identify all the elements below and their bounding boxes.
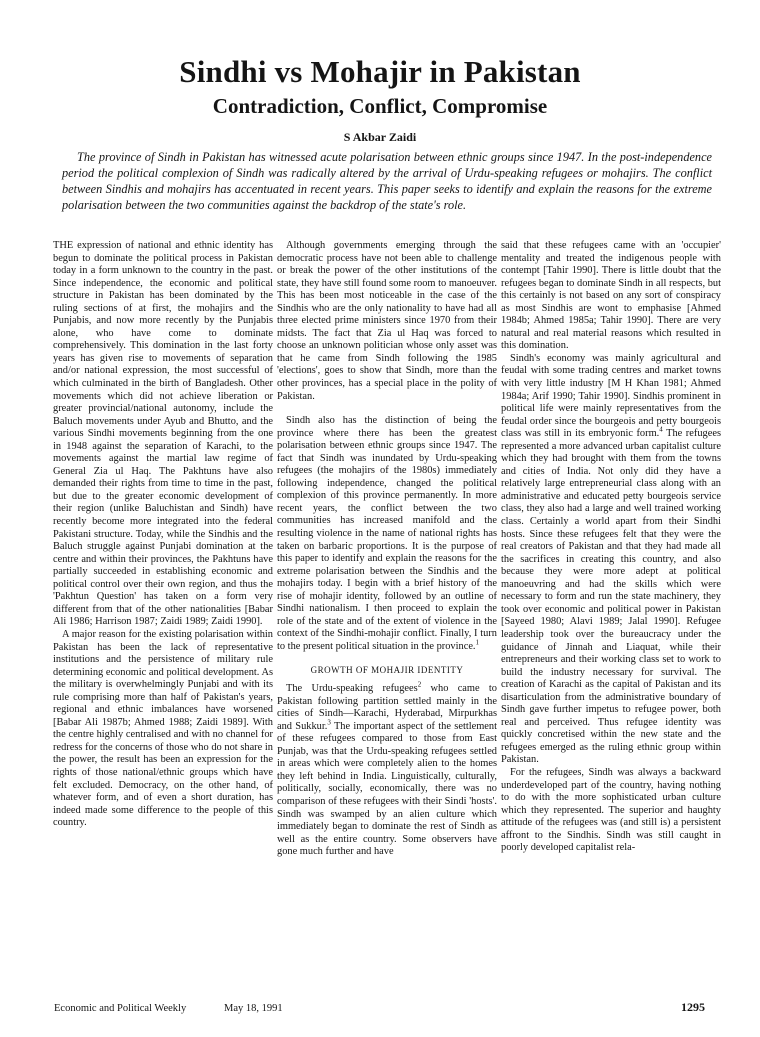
section-heading: GROWTH OF MOHAJIR IDENTITY: [310, 664, 464, 675]
article-subtitle: Contradiction, Conflict, Compromise: [212, 94, 548, 118]
paragraph: said that these refugees came with an 'occupier' mentality and treated the indigenous people with contempt [Tahir 1990]. There is little doubt that the refugees began to dominate Sindh in all respects, but this certainly is not based on any sort of conspiracy as most Sindhis are wont to emphasise [Ahmed 1984b; Ahmed 1985a; Tahir 1990]. There are very natural and real material reasons which resulted in this domination.: [501, 240, 721, 352]
paragraph-text: Sindh's economy was mainly agricultural and feudal with some trading centres and market towns with very little industry [M H Khan 1981; Ahmed 1984a; Arif 1990; Tahir 1990]. Sindhis prominent in political life were mainly representatives from the feudal order since the bourgeois and petty bourgeois class was still in its embryonic form.: [501, 352, 721, 440]
footer-date: May 18, 1991: [224, 1003, 283, 1014]
paragraph: [501, 353, 721, 767]
paragraph: THE expression of national and ethnic identity has begun to dominate the political process in Pakistan today in a form unknown to the country in the past. Since independence, the economic and political structure in Pakistan has been dominated by the ruling sections of at first, the mohajirs and the Punjabis, and now more recently by the Punjabis alone, who have come to dominate comprehensively. This domination in the last forty years has given rise to movements of separation and/or national expression, the most successful of which culminated in the birth of Bangladesh. Other movements which did not achieve liberation or greater provincial/national autonomy, include the Baluch movements under Ayub and Bhutto, and the various Sindhi movements beginning from the one in 1948 against the separation of Karachi, to the movements against the martial law regime of General Zia ul Haq. The Pakhtuns have also demanded their rights from time to time in the past, but due to the greater economic development of their region (unlike Baluchistan and Sindh) have recently become more integrated into the federal Pakistani structure. Today, while the Sindhis and the Baluch struggle against Punjabi domination at the centre and within their provinces, the Pakhtuns have partially succeeded in establishing economic and political control over their own region, and thus the 'Pakhtun Question' has taken on a form very different from that of the other nationalities [Babar Ali 1986; Harrison 1987; Zaidi 1989; Zaidi 1990].: [53, 240, 273, 628]
footnote-marker: 3: [327, 718, 331, 727]
paragraph-text: Sindh also has the distinction of being the province where there has been the greatest polarisation between ethnic groups since 1947. The fact that Sindh was inundated by Urdu-speaking refugees (the mohajirs of the 1980s) immediately following independence, changed the political complexion of this province permanently. In more recent years, the conflict between the two communities has increased manifold and the resulting violence in the name of national rights has taken on barbaric proportions. It is the purpose of this paper to identify and explain the reasons for the extreme polarisation between the Sindhis and the mohajirs today. I begin with a brief history of the rise of mohajir identity, followed by an outline of Sindhi nationalism. I then proceed to explain the role of the state and of the extent of violence in the context of the Sindhi-mohajir conflict. Finally, I turn to the present political situation in the province.: [277, 415, 497, 652]
paragraph-text: The refugees represented a more advanced urban capitalist culture which they had brought with them from the towns and cities of India. Not only did they have a relatively large entrepreneurial class along with an administrative and educated petty bourgeois service class, they also had a large and well trained working class. Certainly a world apart from their Sindhi hosts. Since these refugees felt that they were the real creators of Pakistan and that they had made all the sacrifices in creating this country, and also because they were more adept at political manoeuvring and had the skills which were necessary to form and run the state machinery, they took over economic and political power in Pakistan [Sayeed 1980; Alavi 1989; Jalal 1990]. Refugee leadership took over the bureaucracy under the guidance of Jinnah and Liaquat, while their entrepreneurs and their working class set to work to build the industry necessary for survival. The creation of Karachi as the capital of Pakistan and its disarticulation from the administrative boundary of Sindh gave further impetus to refugee power, both real and perceived. Thus refugee identity was quickly concretised within the new state and the refugees emerged as the ruling ethnic group within Pakistan.: [501, 428, 721, 766]
paragraph: A major reason for the existing polarisation within Pakistan has been the lack of representative institutions and the persistence of military rule determining economic and political development. As the military is overwhelmingly Punjabi and with its rule comprising more than half of Pakistan's years, regional and ethnic imbalances have worsened [Babar Ali 1987b; Ahmed 1988; Zaidi 1989]. With the centre highly centralised and with no channel for redress for the concerns of those who do not share in the power, the result has been an expression for the rights of those national/ethnic groups which have felt excluded. Democracy, on the other hand, of whatever form, and of even a short duration, has indeed made some difference to the people of this country.: [53, 628, 273, 829]
footnote-marker: 2: [417, 680, 422, 689]
text-column-1: [53, 240, 273, 830]
article-title: Sindhi vs Mohajir in Pakistan: [179, 54, 581, 89]
footnote-marker: 4: [659, 425, 663, 434]
text-column-3: [501, 240, 721, 855]
page-number: 1295: [681, 1000, 705, 1014]
paragraph: [277, 415, 497, 653]
article-author: S Akbar Zaidi: [343, 130, 417, 144]
paragraph-text: The important aspect of the settlement of these refugees compared to those from East Punjab, was that the Urdu-speaking refugees settled in areas which were completely alien to the homes they left behind in India. Linguistically, culturally, politically, socially, economically, there was no comparison of these refugees with their Sindi 'hosts'. Sindh was swamped by an alien culture which immediately began to dominate the rest of Sindh as well as the entire country. Some observers have gone much further and have: [277, 720, 497, 858]
paragraph-text: who came to Pakistan following partition settled mainly in the cities of Sindh—Karachi, Hyderabad, Mirpurkhas and Sukkur.: [277, 683, 497, 732]
paragraph: [277, 680, 497, 859]
paragraph-text: The Urdu-speaking refugees: [286, 683, 418, 695]
footnote-marker: 1: [475, 638, 480, 647]
footer-journal-name: Economic and Political Weekly: [54, 1003, 187, 1014]
abstract: The province of Sindh in Pakistan has witnessed acute polarisation between ethnic groups since 1947. In the post-independence period the political complexion of Sindh was radically altered by the arrival of Urdu-speaking refugees or mohajirs. The conflict between Sindhis and mohajirs has accentuated in recent years. This paper seeks to identify and explain the reasons for the extreme polarisation between the two communities against the backdrop of the state's role.: [62, 150, 712, 212]
paragraph: Although governments emerging through the democratic process have not been able to challenge or break the power of the other institutions of the state, they have still found some room to manoeuver. This has been most noticeable in the case of the Sindhis who are the only nationality to have had all three elected prime ministers since 1970 from their midsts. The fact that Zia ul Haq was forced to choose an unknown politician whose only asset was that he came from Sindh following the 1985 'elections', goes to show that Sindh, more than the other provinces, has a special place in the polity of Pakistan.: [277, 240, 497, 402]
text-column-2: [277, 240, 497, 859]
paragraph: For the refugees, Sindh was always a backward underdeveloped part of the country, having nothing to do with the more sophisticated urban culture which they represented. The superior and haughty attitude of the refugees was (and still is) a persistent affront to the Sindhis. Sindh was still caught in poorly developed capitalist rela-: [501, 766, 721, 854]
